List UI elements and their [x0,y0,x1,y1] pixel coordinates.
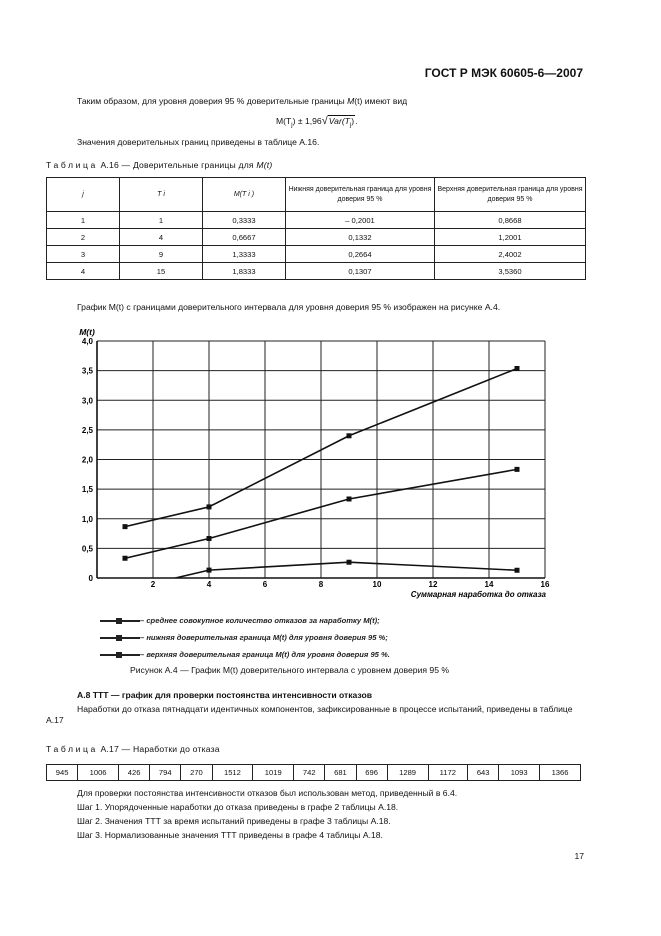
table-row [47,212,586,229]
y-tick-label: 2,0 [81,455,93,465]
data-point [207,568,212,573]
chart-figure [60,318,570,603]
table-cell: 0,6667 [203,229,286,246]
table17-caption [46,744,220,754]
table-cell: 9 [120,246,203,263]
step-3: Шаг 3. Нормализованные значения ТТТ приведены в графе 4 таблицы А.18. [77,830,383,840]
document-header: ГОСТ Р МЭК 60605-6—2007 [424,66,583,80]
steps-lead: Для проверки постоянства интенсивности отказов был использован метод, приведенный в 6.4. [77,788,458,798]
table-cell: 681 [325,765,356,781]
x-tick-label: 4 [206,580,212,589]
table-cell: 0,1307 [286,263,435,280]
table16-header-t: T i [120,178,203,212]
table16-header-j: j [47,178,120,212]
formula-sub: j [291,122,293,129]
table-cell: 15 [120,263,203,280]
table-cell: 742 [294,765,325,781]
section-heading: А.8 ТТТ — график для проверки постоянства интенсивности отказов [77,690,373,700]
y-tick-label: 1,0 [81,514,93,524]
table16-header-row [47,178,586,212]
table-cell: 2 [47,229,120,246]
data-point [123,556,128,561]
formula-sub-2: j [349,122,352,129]
intro-text: Таким образом, для уровня доверия 95 % доверительные границы [77,96,348,106]
table16-header-lower: Нижняя доверительная граница для уровня доверия 95 % [286,178,435,212]
table-cell: 0,2664 [286,246,435,263]
table-cell: 1289 [387,765,428,781]
legend-label: – среднее совокупное количество отказов за наработку M(t); [140,616,380,625]
y-tick-label: 4,0 [81,337,93,346]
x-tick-label: 14 [484,580,494,589]
data-point [207,536,212,541]
section-paragraph: Наработки до отказа пятнадцати идентичных компонентов, зафиксированные в процессе испытаний, приведены в таблице А.17 [46,704,573,725]
page-number: 17 [574,851,584,861]
table-row [47,765,581,781]
intro-line-2: Значения доверительных границ приведены в таблице А.16. [77,137,320,147]
table16-caption [46,160,272,170]
table-cell: 696 [356,765,387,781]
step-1: Шаг 1. Упорядоченные наработки до отказа приведены в графе 2 таблицы А.18. [77,802,399,812]
table-cell: 1172 [428,765,468,781]
table-cell: 1 [47,212,120,229]
legend-item [100,646,580,663]
figure-caption: Рисунок А.4 — График M(t) доверительного интервала с уровнем доверия 95 % [130,665,450,675]
y-tick-label: 1,5 [81,485,93,495]
data-point [347,433,352,438]
table16-header-m: M(T i ) [203,178,286,212]
table-cell: 3 [47,246,120,263]
y-tick-label: 0 [88,574,93,583]
table16-caption-text: А.16 — Доверительные границы для [97,160,257,170]
legend-item [100,629,580,646]
table-cell: 270 [181,765,212,781]
table-cell: 1,2001 [435,229,586,246]
legend-label: – нижняя доверительная граница M(t) для уровня доверия 95 %; [140,633,388,642]
table-cell: 2,4002 [435,246,586,263]
table16-caption-label: Таблица [46,160,98,170]
table-cell: 4 [120,229,203,246]
data-point [515,568,520,573]
table-cell: 0,8668 [435,212,586,229]
formula-mid: ) ± 1,96 [292,116,322,126]
intro-line-1 [77,96,407,107]
data-point [207,504,212,509]
legend-swatch-icon [100,651,140,659]
x-axis-label: Суммарная наработка до отказа [410,590,546,599]
table-cell: 1512 [212,765,253,781]
y-tick-label: 3,5 [81,366,93,376]
legend-swatch-icon [100,617,140,625]
graph-intro: График M(t) с границами доверительного интервала для уровня доверия 95 % изображен на рисунке А.4. [77,302,501,312]
table-cell: 794 [150,765,181,781]
table-cell: 1,3333 [203,246,286,263]
data-point [515,467,520,472]
data-point [347,497,352,502]
table-cell: 1019 [253,765,294,781]
x-tick-label: 12 [428,580,438,589]
table17-caption-text: А.17 — Наработки до отказа [97,744,220,754]
y-tick-label: 2,5 [81,425,93,435]
table-cell: 0,1332 [286,229,435,246]
table-cell: 4 [47,263,120,280]
table-cell: 1,8333 [203,263,286,280]
x-tick-label: 2 [150,580,156,589]
data-point [123,524,128,529]
intro-arg: (t) [354,96,363,106]
table-cell: 426 [119,765,150,781]
data-point [515,366,520,371]
table-cell: 1366 [540,765,581,781]
table-cell: 1006 [78,765,119,781]
table-row [47,229,586,246]
intro-func: M [347,96,355,106]
y-tick-label: 3,0 [81,396,93,406]
table-row [47,246,586,263]
formula: $M(T_j) \pm 1,96√Var(T_j)$. [276,115,358,129]
table-cell: 0,3333 [203,212,286,229]
x-tick-label: 8 [318,580,324,589]
legend-item [100,612,580,629]
chart-legend [100,612,580,663]
table16-caption-func: M(t) [256,160,273,170]
y-tick-label: 0,5 [81,544,93,554]
step-2: Шаг 2. Значения ТТТ за время испытаний приведены в графе 3 таблицы А.18. [77,816,391,826]
x-tick-label: 10 [372,580,382,589]
table-16 [46,177,586,280]
table-cell: 3,5360 [435,263,586,280]
x-tick-label: 16 [540,580,550,589]
table16-header-upper: Верхняя доверительная граница для уровня доверия 95 % [435,178,586,212]
data-point [347,560,352,565]
table-cell: 945 [47,765,78,781]
formula-left: M(T [276,116,292,126]
x-tick-label: 6 [262,580,268,589]
table-cell: 1093 [499,765,540,781]
legend-label: – верхняя доверительная граница M(t) для уровня доверия 95 %. [140,650,390,659]
table17-caption-label: Таблица [46,744,98,754]
table-cell: 643 [468,765,499,781]
legend-swatch-icon [100,634,140,642]
y-axis-label: M(t) [79,327,95,337]
table-cell: 1 [120,212,203,229]
table-row [47,263,586,280]
intro-text-end: имеют вид [362,96,408,106]
formula-var: Var(T [328,116,350,126]
table-17 [46,764,581,781]
table-cell: – 0,2001 [286,212,435,229]
